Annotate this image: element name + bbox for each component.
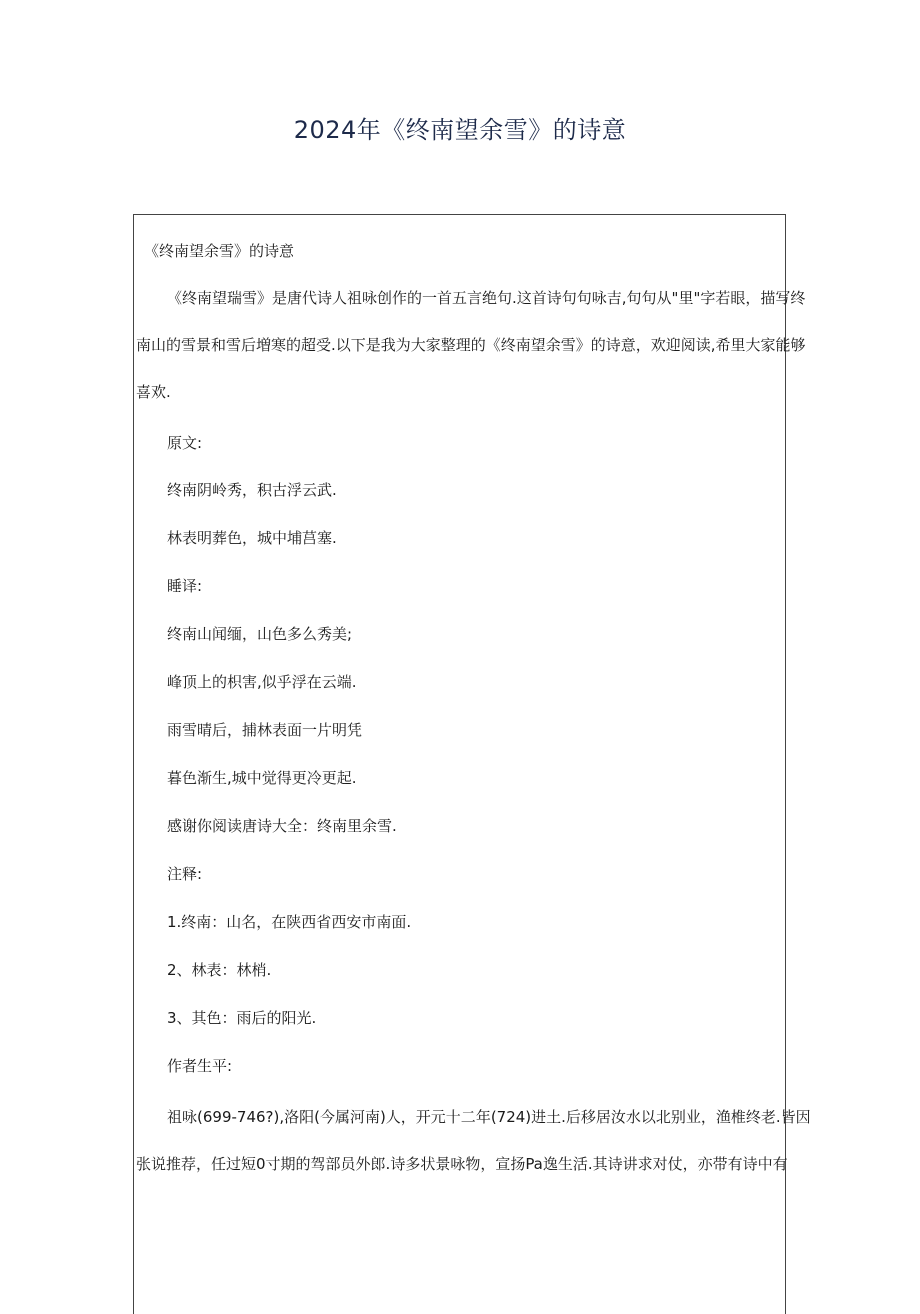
intro-paragraph	[136, 288, 806, 429]
translation-line: 终南山闻缅，山色多么秀美;	[167, 625, 353, 643]
translation-line: 雨雪晴后，捕林表面一片明凭	[167, 721, 363, 739]
note-item: 2、林表：林梢.	[167, 961, 272, 979]
content-frame	[133, 214, 811, 1314]
bio-paragraph	[136, 1107, 811, 1201]
original-label: 原文:	[167, 434, 203, 452]
translation-line: 感谢你阅读唐诗大全：终南里余雪.	[167, 817, 397, 835]
notes-label: 注释:	[167, 865, 203, 883]
translation-label: 睡译:	[167, 577, 203, 595]
poem-line: 林表明葬色，城中埔莒塞.	[167, 529, 337, 547]
poem-line: 终南阴岭秀，积古浮云武.	[167, 481, 337, 499]
translation-line: 暮色渐生,城中觉得更冷更起.	[167, 769, 357, 787]
note-item: 1.终南：山名，在陕西省西安市南面.	[167, 913, 412, 931]
note-item: 3、其色：雨后的阳光.	[167, 1009, 317, 1027]
translation-line: 峰顶上的枳害,似乎浮在云端.	[167, 673, 357, 691]
section-heading: 《终南望余雪》的诗意	[144, 242, 295, 260]
bio-line: 张说推荐，任过短0寸期的驾部员外郎.诗多状景咏物，宣扬Pa逸生活.其诗讲求对仗，亦带有诗中有	[136, 1155, 788, 1173]
bio-line: 祖咏(699-746?),洛阳(今属河南)人，开元十二年(724)进土.后移居汝水以北别业，渔椎终老.皆因	[167, 1108, 811, 1126]
intro-line: 南山的雪景和雪后増寒的超受.以下是我为大家整理的《终南望余雪》的诗意，欢迎阅读,希里大家能够	[136, 336, 806, 354]
intro-line: 《终南望瑞雪》是唐代诗人祖咏创作的一首五言绝句.这首诗句句咏吉,句句从"里"字若眼，描写终	[167, 289, 806, 307]
intro-line: 喜欢.	[136, 383, 171, 401]
document-title: 2024年《终南望余雪》的诗意	[293, 116, 627, 144]
bio-label: 作者生平:	[167, 1057, 233, 1075]
